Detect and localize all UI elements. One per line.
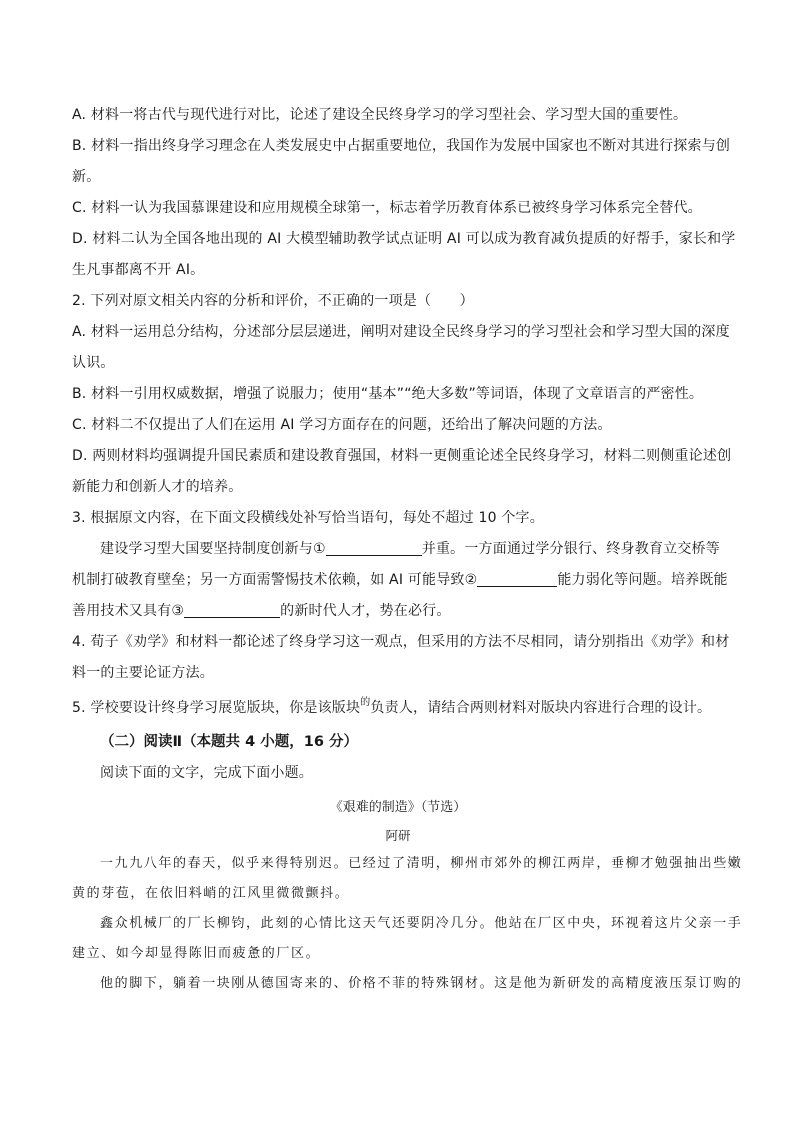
q1-option-d-line2: 生凡事都离不开 AI。 <box>72 262 205 278</box>
answer-blank-1[interactable] <box>326 539 422 556</box>
q3-passage-line1 <box>72 534 724 565</box>
story-paragraph-2-line1: 鑫众机械厂的厂长柳钧，此刻的心情比这天气还要阴冷几分。他站在厂区中央，环视着这片父亲一手 <box>100 916 743 931</box>
q3-text: 机制打破教育壁垒；另一方面需警惕技术依赖，如 AI 可能导致② <box>72 572 478 588</box>
q2-option-d-line2: 新能力和创新人才的培养。 <box>72 479 243 495</box>
story-paragraph-2-line2: 建立、如今却显得陈旧而疲惫的厂区。 <box>72 946 321 961</box>
page-content <box>72 100 743 999</box>
q1-option-d-line1: D. 材料二认为全国各地出现的 AI 大模型辅助教学试点证明 AI 可以成为教育减负提质的好帮手，家长和学 <box>72 231 736 247</box>
q3-text: 并重。一方面通过学分银行、终身教育立交桥等 <box>421 541 720 557</box>
q2-option-c: C. 材料二不仅提出了人们在运用 AI 学习方面存在的问题，还给出了解决问题的方法。 <box>72 417 612 433</box>
q3-passage-line2 <box>72 565 728 596</box>
q5-text: 5. 学校要设计终身学习展览版块，你是该版块 <box>72 700 361 716</box>
q5-stem <box>72 693 724 725</box>
q3-stem: 3. 根据原文内容，在下面文段横线处补写恰当语句，每处不超过 10 个字。 <box>72 510 544 526</box>
story-author: 阿研 <box>385 828 411 843</box>
q4-line2: 料一的主要论证方法。 <box>72 665 214 681</box>
q3-passage-line3 <box>72 596 724 627</box>
q3-text: 善用技术又具有③ <box>72 603 185 619</box>
q5-superscript: 的 <box>360 697 371 708</box>
q3-text: 能力弱化等问题。培养既能 <box>557 572 728 588</box>
q2-option-d-line1: D. 两则材料均强调提升国民素质和建设教育强国，材料一更侧重论述全民终身学习，材料二则侧重论述创 <box>72 448 732 464</box>
story-paragraph-1-line1: 一九九八年的春天，似乎来得特别迟。已经过了清明，柳州市郊外的柳江两岸，垂柳才勉强抽出些嫩 <box>100 856 743 871</box>
story-title: 《艰难的制造》（节选） <box>329 800 467 815</box>
answer-blank-3[interactable] <box>184 601 280 618</box>
story-paragraph-3-line1: 他的脚下，躺着一块刚从德国寄来的、价格不菲的特殊钢材。这是他为新研发的高精度液压泵订购的 <box>100 976 743 991</box>
story-paragraph-1-line2: 黄的芽苞，在依旧料峭的江风里微微颤抖。 <box>72 886 350 901</box>
q2-stem: 2. 下列对原文相关内容的分析和评价，不正确的一项是（ ） <box>72 293 474 309</box>
section-instruction: 阅读下面的文字，完成下面小题。 <box>100 765 313 781</box>
q1-option-b-line1: B. 材料一指出终身学习理念在人类发展史中占据重要地位，我国作为发展中国家也不断对其进行探索与创 <box>72 138 731 154</box>
q2-option-a-line2: 认识。 <box>72 355 115 371</box>
q2-option-b: B. 材料一引用权威数据，增强了说服力；使用“基本”“绝大多数”等词语，体现了文章语言的严密性。 <box>72 386 704 402</box>
q1-option-b-line2: 新。 <box>72 169 101 185</box>
answer-blank-2[interactable] <box>477 570 557 587</box>
section-heading: （二）阅读Ⅱ（本题共 4 小题，16 分） <box>100 734 358 750</box>
q5-text: 负责人，请结合两则材料对版块内容进行合理的设计。 <box>370 700 712 716</box>
q1-option-c: C. 材料一认为我国慕课建设和应用规模全球第一，标志着学历教育体系已被终身学习体系完全替代。 <box>72 200 702 216</box>
q4-line1: 4. 荀子《劝学》和材料一都论述了终身学习这一观点，但采用的方法不尽相同，请分别指出《劝学》和材 <box>72 634 730 650</box>
q2-option-a-line1: A. 材料一运用总分结构，分述部分层层递进，阐明对建设全民终身学习的学习型社会和学习型大国的深度 <box>72 324 730 340</box>
q3-text: 建设学习型大国要坚持制度创新与① <box>100 541 326 557</box>
q1-option-a: A. 材料一将古代与现代进行对比，论述了建设全民终身学习的学习型社会、学习型大国的重要性。 <box>72 107 688 123</box>
q3-text: 的新时代人才，势在必行。 <box>280 603 451 619</box>
